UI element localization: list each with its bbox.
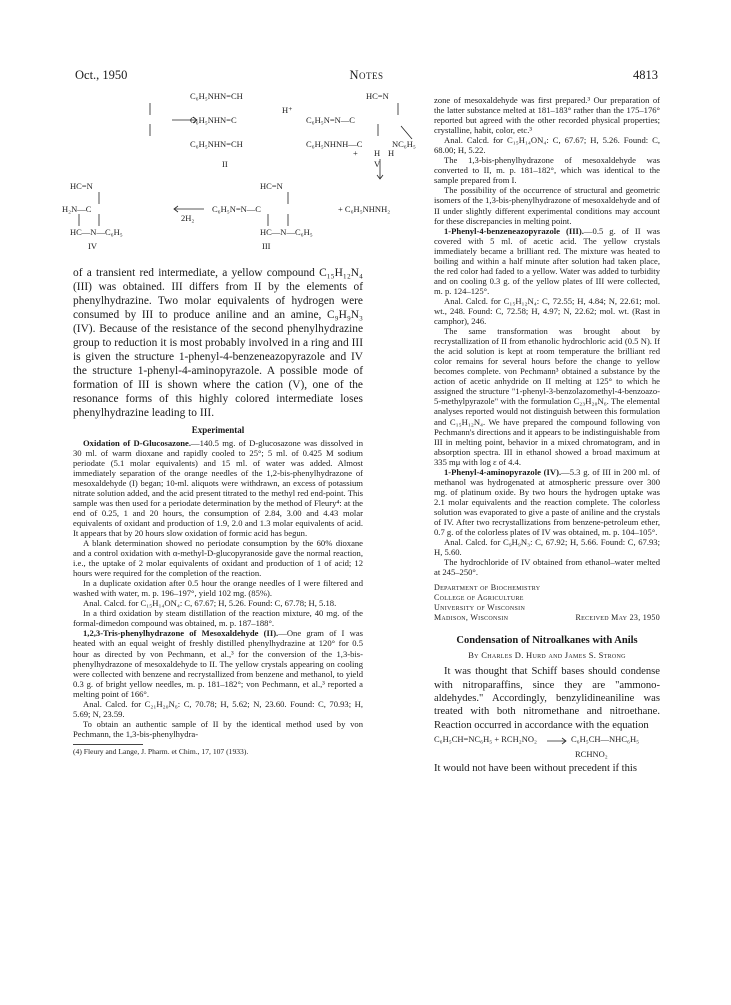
IV-label: IV — [88, 241, 97, 251]
V-line-2: C₆H₅N=N—C — [306, 115, 355, 125]
equation-substituent: RCHNO₂ — [575, 749, 608, 760]
run-in-heading: 1,2,3-Tris-phenylhydrazone of Mesoxaldehyde (II). — [83, 628, 279, 639]
IV-line-3: HC—N—C₆H₅ — [70, 227, 123, 237]
affiliation-line: College of Agriculture — [434, 593, 524, 603]
analysis-line: Anal. Calcd. for C₁₅H₁₄ON₄: C, 67.67; H, 5.26. Found: C, 68.00; H, 5.22. — [434, 135, 660, 156]
paragraph-text: —0.5 g. of II was covered with 5 ml. of acetic acid. The yellow crystals immediately became a brilliant red. The mixture was heated to boiling and within a half minute after solution had taken place, the red color had faded to a yellow. Water was added to turbidity and on cooling 0.3 g. of the yellow plates of III were collected, m. p. 124–125°. — [434, 225, 661, 296]
paragraph-isomers: The possibility of the occurrence of structural and geometric isomers of the 1,3-bis-phenylhydrazone of mesoxaldehyde and of II under slightly different experimental conditions may account for these discrepancies in melting point. — [434, 185, 660, 226]
paragraph-precedent: It would not have been without precedent if this — [434, 763, 637, 775]
V-H-1: H — [374, 148, 381, 158]
right-column — [434, 95, 660, 776]
affiliation-line: Department of Biochemistry — [434, 583, 541, 593]
II-line-1: C₆H₅NHN=CH — [190, 93, 243, 101]
II-line-3: C₆H₅NHN=CH — [190, 139, 243, 149]
acid-label: H⁺ — [282, 105, 293, 115]
paragraph-text: —One gram of I was heated with an equal weight of freshly distilled phenylhydrazine at 120° for 0.5 hour as directed by von Pechmann, et al.,³ for the conversion of the 1,3-bis-phenylhydrazone of mesoxaldehyde to II. The yellow crystals appearing on cooling were collected with benzene and recrystallized from benzene and methanol, to yield 0.3 g. of bright yellow needles, m. p. 181–182°; von Pechmann, et al.,³ reported a melting point of 166°. — [73, 628, 363, 699]
paragraph-text: —140.5 mg. of D-glucosazone was dissolved in 30 ml. of warm dioxane and rapidly cooled to 25°; 5 ml. of 0.425 M sodium periodate (5.1 molar equivalents) and 15 ml. of water was added. Almost immediately separation of the orange needles of the 1,2-bis-phenylhydrazone of mesoxaldehyde (I) began; 10-ml. aliquots were withdrawn, an excess of potassium nitrate solution added, and the acid present titrated to the methyl red end-point. This sample was then used for a periodate determination by the method of Fleury⁴: at the end of 0.25, 1 and 20 hours, the consumption of 2.84, 3.00 and 4.43 molar equivalents of oxidant and production of 1.9, 2.0 and 1.3 molar equivalents of acid. It appears that by 20 hours slow oxidation of formic acid has begun. — [73, 437, 363, 538]
III-label: III — [262, 241, 271, 251]
paragraph-intro-continuation: of a transient red intermediate, a yellow compound C₁₅H₁₂N₄ (III) was obtained. III differs from II by the elements of phenylhydrazine. Two molar equivalents of hydrogen were consumed by III to produce aniline and an amine, C₉H₉N₃ (IV). Because of the resistance of the second phenylhydrazine group to reduction it is most probably involved in a ring and III is given the structure 1-phenyl-4-benzeneazopyrazole and IV the structure 1-phenyl-4-aminopyrazole. A possible mode of formation of III is shown where the cation (V), one of the resonance forms of this highly colored intermediate loses phenylhydrazine leading to III. — [73, 267, 363, 420]
reaction-equation — [434, 734, 660, 760]
footnote-rule — [73, 744, 143, 745]
V-nitrogen: NC₆H₅ — [392, 139, 416, 149]
left-column — [73, 266, 363, 757]
analysis-line: Anal. Calcd. for C₉H₉N₃: C, 67.92; H, 5.66. Found: C, 67.93; H, 5.60. — [434, 537, 660, 558]
equation-reactants: C₆H₅CH=NC₆H₅ + RCH₂NO₂ — [434, 734, 537, 745]
received-date: Received May 23, 1950 — [575, 613, 660, 623]
paragraph-conversion: The 1,3-bis-phenylhydrazone of mesoxaldehyde was converted to II, m. p. 181–182°, which was identical to the sample prepared from I. — [434, 155, 660, 186]
affiliation-line: Madison, Wisconsin — [434, 613, 509, 623]
footnote: (4) Fleury and Lange, J. Pharm. et Chim., 17, 107 (1933). — [73, 746, 249, 756]
V-charge: + — [353, 148, 358, 158]
V-line-3: C₆H₅NHNH—C — [306, 139, 363, 149]
paragraph-benzeneazopyrazole — [434, 226, 660, 296]
header-date: Oct., 1950 — [75, 68, 128, 82]
III-line-2: C₆H₅N=N—C — [212, 204, 261, 214]
scheme-lines — [62, 93, 432, 273]
page-number: 4813 — [633, 68, 658, 82]
run-in-heading: Oxidation of D-Glucosazone. — [83, 437, 192, 448]
paragraph-blank: A blank determination showed no periodate consumption by the 60% dioxane and a control oxidation with α-methyl-D-glucopyranoside gave the normal reaction, i.e., the uptake of 2 molar equivalents of oxidant and production of 1 of acid; 12 hours were required for the completion of the reaction. — [73, 537, 363, 579]
author-byline: By Charles D. Hurd and James S. Strong — [468, 650, 626, 661]
equation-product: C₆H₅CH—NHC₆H₅ — [571, 734, 640, 745]
analysis-line: Anal. Calcd. for C₂₁H₂₀N₆: C, 70.78; H, 5.62; N, 23.60. Found: C, 70.93; H, 5.69; N, 23.59. — [73, 698, 363, 719]
affiliation-block — [434, 583, 660, 623]
analysis-line: Anal. Calcd. for C₁₅H₁₂N₄: C, 72.55; H, 4.84; N, 22.61; mol. wt., 248. Found: C, 72.58; H, 4.97; N, 22.62; mol. wt. (Rast in camphor), 246. — [434, 295, 660, 327]
V-line-1: HC=N — [366, 93, 389, 101]
equation-arrow — [546, 737, 568, 745]
paragraph-oxidation — [73, 438, 363, 538]
paragraph-continuation: zone of mesoxaldehyde was first prepared.³ Our preparation of the latter substance melted at 181–183° rather than the 175–176° reported but agreed with the other recorded physical properties; crystalline, habit, color, etc.³ — [434, 95, 660, 136]
paragraph-schiff: It was thought that Schiff bases should condense with nitroparaffins, since they are "ammono-aldehydes." Accordingly, benzylidineaniline was treated with both nitromethane and nitroethane. Reaction occurred in accordance with the equation — [434, 666, 660, 731]
header-section: Notes — [349, 68, 384, 82]
paragraph-text: —5.3 g. of III in 200 ml. of methanol was hydrogenated at atmospheric pressure over 300 mg. of platinum oxide. By two hours the hydrogen uptake was 2.1 molar equivalents and the reaction complete. The colorless solution was evaporated to give a paste of aniline and the crystals of IV. After two recrystallizations from benzene-petroleum ether, 0.7 g. of the colorless plates of IV was obtained, m. p. 104–105°. — [434, 466, 660, 538]
II-label: II — [222, 159, 228, 169]
article-title: Condensation of Nitroalkanes with Anils — [456, 635, 638, 647]
V-label: V — [374, 159, 381, 169]
paragraph-transformation: The same transformation was brought about by recrystallization of II from ethanolic hydrochloric acid (0.5 N). If the acid solution is kept at room temperature the brilliant red color remains for several hours before the change to yellow becomes complete. von Pechmann³ obtained a substance by the action of acetic anhydride on II melting at 125° to which he assigned the structure "1-phenyl-3-benzolazomethyl-4-benzoazo-5-methylpyrazole" with the formulation C₂₃H₂₀N₆. The elemental analyses reported would not distinguish between this formulation and C₁₅H₁₂N₄. We have prepared the compound following von Pechmann's directions and it appears to be indistinguishable from III in melting point, behavior in a mixed chromatogram, and in absorption spectra. III in ethanol showed a broad maximum at 335 mμ with log ε of 4.4. — [434, 326, 660, 467]
run-in-heading: 1-Phenyl-4-benzeneazopyrazole (III). — [444, 225, 584, 236]
section-heading-experimental: Experimental — [191, 424, 245, 435]
paragraph-authentic: To obtain an authentic sample of II by the identical method used by von Pechmann, the 1,3-bis-phenylhydra- — [73, 718, 363, 739]
run-in-heading: 1-Phenyl-4-aminopyrazole (IV). — [444, 466, 562, 477]
paragraph-tris — [73, 628, 363, 698]
affiliation-line: University of Wisconsin — [434, 603, 526, 613]
paragraph-hydrochloride: The hydrochloride of IV obtained from ethanol–water melted at 245–250°. — [434, 557, 660, 578]
analysis-line: Anal. Calcd. for C₁₅H₁₄ON₄: C, 67.67; H, 5.26. Found: C, 67.78; H, 5.18. — [83, 598, 337, 609]
IV-line-1: HC=N — [70, 181, 93, 191]
III-line-3: HC—N—C₆H₅ — [260, 227, 313, 237]
reaction-scheme — [62, 93, 432, 273]
hydrogenation-label: 2H₂ — [181, 213, 195, 223]
II-line-2: C₆H₅NHN=C — [190, 115, 237, 125]
IV-line-2: H₂N—C — [62, 204, 92, 214]
phenylhydrazine-product: + C₆H₅NHNH₂ — [338, 204, 391, 214]
running-header — [75, 68, 658, 82]
III-line-1: HC=N — [260, 181, 283, 191]
paragraph-duplicate: In a duplicate oxidation after 0.5 hour the orange needles of I were filtered and washed with water, m. p. 196–197°, yield 102 mg. (85%). — [73, 578, 363, 599]
paragraph-aminopyrazole — [434, 467, 660, 537]
paragraph-third-oxidation: In a third oxidation by steam distillation of the reaction mixture, 40 mg. of the formal-dimedon compound was obtained, m. p. 187–188°. — [73, 608, 363, 629]
V-H-2: H — [388, 148, 395, 158]
